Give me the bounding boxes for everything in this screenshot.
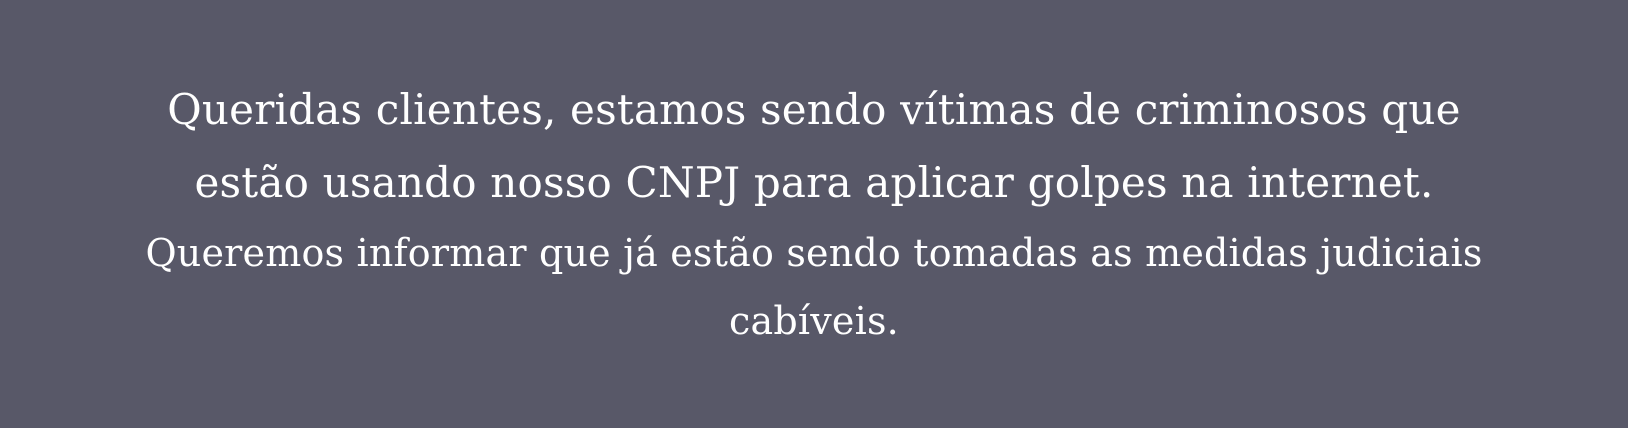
notice-headline-line-1: Queridas clientes, estamos sendo vítimas de criminosos que — [167, 85, 1461, 134]
notice-followup-line-2: cabíveis. — [729, 299, 899, 343]
notice-headline-line-2: estão usando nosso CNPJ para aplicar golpes na internet. — [194, 158, 1434, 207]
notice-followup-line-1: Queremos informar que já estão sendo tomadas as medidas judiciais — [145, 231, 1483, 275]
